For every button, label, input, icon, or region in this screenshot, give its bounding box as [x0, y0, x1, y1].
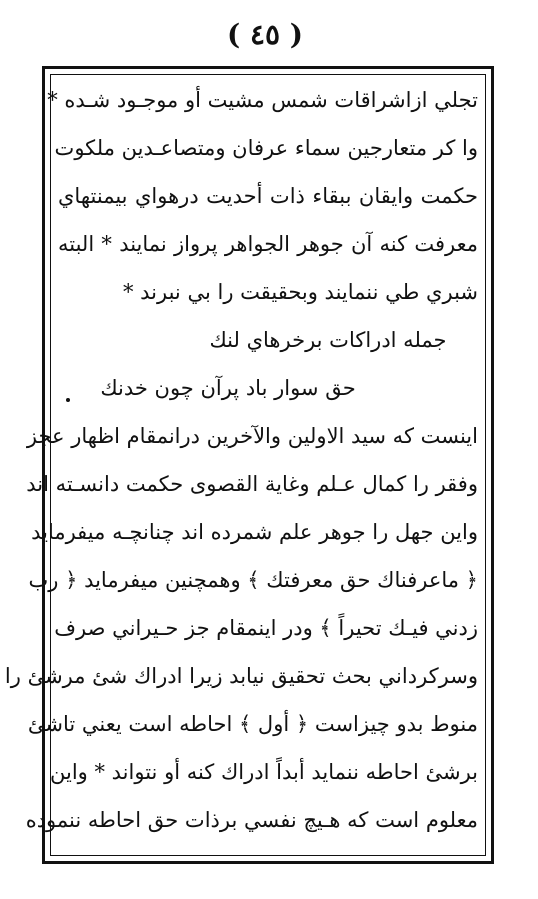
body-text — [4, 80, 478, 852]
text-line: برشئ احاطه ننمايد أبداً ادراك كنه أو نتواند * واين — [50, 760, 478, 784]
ink-dot — [66, 398, 70, 402]
text-line: وسركرداني بحث تحقيق نيابد زيرا ادراك شئ مرشئ را — [4, 664, 478, 688]
page-number: ( ٤٥ ) — [226, 18, 304, 51]
text-line: وا كر متعارجين سماء عرفان ومتصاعـدين ملكوت — [54, 136, 478, 160]
text-line: منوط بدو چيزاست ﴿ أول ﴾ احاطه است يعني تاشئ — [27, 712, 478, 736]
verse-line: جمله ادراكات برخرهاي لنك — [209, 328, 447, 352]
text-line: معلوم است كه هـيچ نفسي برذات حق احاطه ننموده — [25, 808, 478, 832]
text-line: شبري طي ننمايند وبحقيقت را بي نبرند * — [122, 280, 478, 304]
text-line: ﴿ ماعرفناك حق معرفتك ﴾ وهمچنين ميفرمايد ﴿ رب — [28, 568, 478, 592]
text-line: زدني فيـك تحيراً ﴾ ودر اينمقام جز حـيراني صرف — [54, 616, 478, 640]
text-line: تجلي ازاشراقات شمس مشيت أو موجـود شـده * — [47, 88, 478, 112]
text-line: معرفت كنه آن جوهر الجواهر پرواز نمايند * البته — [58, 232, 478, 256]
text-line: واين جهل را جوهر علم شمرده اند چنانچـه ميفرمايد — [31, 520, 478, 544]
text-line: وفقر را كمال عـلم وغاية القصوى حكمت دانسـته اند — [26, 472, 478, 496]
text-line: حكمت وايقان ببقاء ذات أحديت درهواي بيمنتهاي — [58, 184, 478, 208]
verse-line: حق سوار باد پرآن چون خدنك — [100, 376, 356, 400]
text-line: اينست كه سيد الاولين والآخرين درانمقام اظهار عجز — [26, 424, 478, 448]
